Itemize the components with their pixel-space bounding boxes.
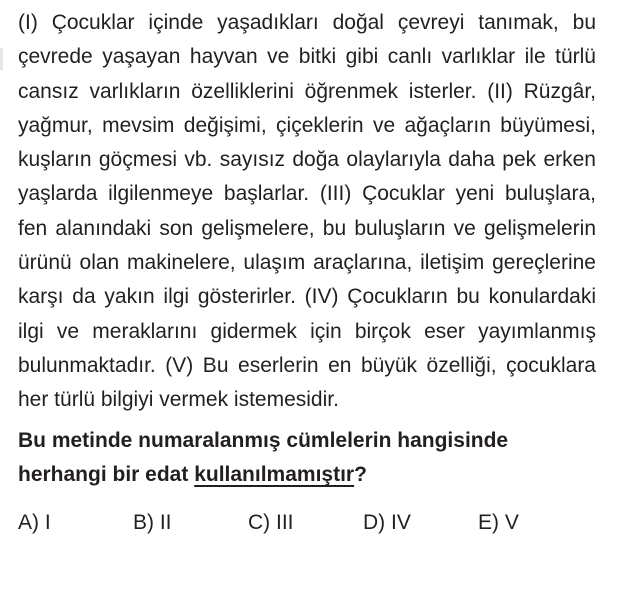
option-a[interactable]: A) I: [18, 511, 51, 535]
margin-mark: [0, 48, 3, 70]
option-b[interactable]: B) II: [133, 511, 172, 535]
option-e[interactable]: E) V: [478, 511, 519, 535]
option-c[interactable]: C) III: [248, 511, 294, 535]
passage-text: (I) Çocuklar içinde yaşadıkları doğal çevreyi tanımak, bu çevrede yaşayan hayvan ve bitki gibi canlı varlıklar ile türlü cansız varlıkların özelliklerini öğrenmek isterler. (II) Rüzgâr, yağmur, mevsim değişimi, çiçeklerin ve ağaçların büyümesi, kuşların göçmesi vb. sayısız doğa olaylarıyla daha pek erken yaşlarda ilgilenmeye başlarlar. (III) Çocuklar yeni buluşlara, fen alanındaki son gelişmelere, bu buluşların ve gelişmelerin ürünü olan makinelere, ulaşım araçlarına, iletişim gereçlerine karşı da yakın ilgi gösterirler. (IV) Çocukların bu konulardaki ilgi ve meraklarını gidermek için birçok eser yayımlanmış bulunmaktadır. (V) Bu eserlerin en büyük özelliği, çocuklara her türlü bilgiyi vermek istemesidir.: [18, 11, 596, 412]
prompt-end: ?: [354, 462, 367, 486]
question-block: [18, 6, 596, 538]
answer-options: [18, 508, 596, 538]
prompt-text: Bu metinde numaralanmış cümlelerin hangisinde herhangi bir edat: [18, 428, 509, 486]
question-prompt: [18, 424, 596, 493]
option-d[interactable]: D) IV: [363, 511, 411, 535]
prompt-emphasis: kullanılmamıştır: [194, 462, 355, 486]
